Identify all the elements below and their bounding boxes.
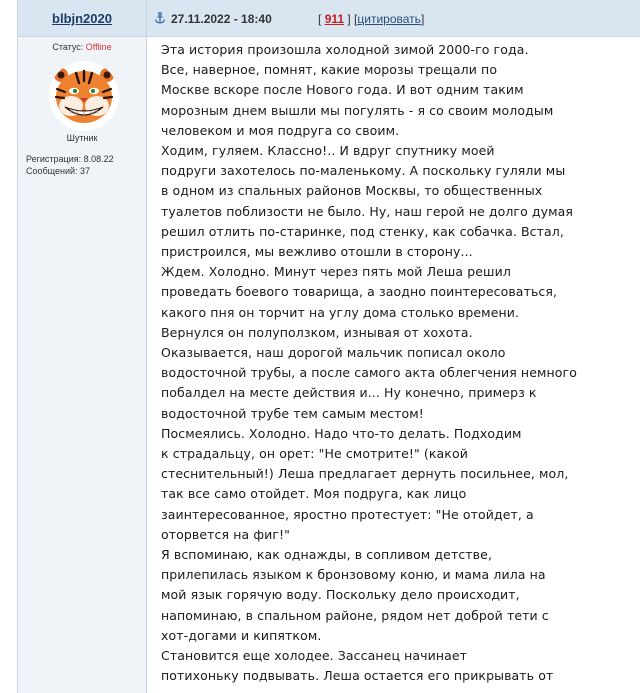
post-text-line: морозным днем вышли мы погулять - я со своим молодым [161, 102, 554, 118]
post-text-line: Оказывается, наш дорогой мальчик пописал около [161, 345, 506, 361]
post-text-line: так все само отойдет. Моя подруга, как лицо [161, 486, 467, 502]
post-text-line: какого пня он торчит на углу дома столько времени. [161, 304, 520, 320]
anchor-icon[interactable] [154, 12, 166, 24]
status-label: Статус: [52, 42, 84, 52]
post-text-line: водосточной трубы, а после самого акта облегчения немного [161, 365, 577, 381]
post-text-line: заинтересованное, яростно протестует: "Не отойдет, а [161, 506, 534, 522]
post-header [147, 0, 640, 37]
post-text-line: оторвется на фиг!" [161, 526, 290, 542]
user-sidebar [18, 37, 147, 693]
post-text-line: напоминаю, в спальном районе, рядом нет доброй тети с [161, 607, 549, 623]
post-text-line: Становится еще холодее. Зассанец начинает [161, 648, 468, 664]
user-header [18, 0, 147, 37]
post-text-line: пристроился, мы вежливо отошли в сторону... [161, 244, 473, 260]
user-status [18, 42, 146, 52]
tiger-avatar[interactable] [49, 61, 119, 131]
post-text-line: стеснительный!) Леша предлагает дернуть посильнее, мол, [161, 466, 569, 482]
post-text-line: Посмеялись. Холодно. Надо что-то делать. Подходим [161, 425, 522, 441]
post-links [318, 12, 424, 26]
post-text-line: мой язык горячую воду. Поскольку дело происходит, [161, 587, 520, 603]
forum-post [17, 0, 640, 693]
post-text-line: Эта история произошла холодной зимой 2000-го года. [161, 42, 529, 57]
post-text-line: водосточной трубе тем самым местом! [161, 405, 424, 421]
post-text-line: Все, наверное, помнят, какие морозы трещали по [161, 62, 498, 78]
bracket-open: [ [318, 12, 322, 26]
bracket-separator: ] [ [347, 12, 358, 26]
post-text-line: Ходим, гуляем. Классно!.. И вдруг спутнику моей [161, 143, 495, 159]
post-text-line: Ждем. Холодно. Минут через пять мой Леша решил [161, 264, 511, 280]
post-text-line: туалетов поблизости не было. Ну, наш герой не долго думая [161, 203, 574, 219]
post-text-line: Я вспоминаю, как однажды, в сопливом детстве, [161, 547, 493, 563]
post-text-line: Москве вскоре после Нового года. И вот одним таким [161, 82, 524, 98]
post-text-line: к страдальцу, он орет: "Не смотрите!" (какой [161, 446, 468, 462]
post-date: 27.11.2022 - 18:40 [171, 12, 272, 26]
user-rank: Шутник [66, 133, 98, 143]
post-text-line: прилепилась языком к бронзовому коню, и мама лила на [161, 567, 546, 583]
post-text-line: потихоньку подвывать. Леша остается его прикрывать от [161, 668, 554, 684]
user-registration: Регистрация: 8.08.22 [26, 154, 114, 164]
user-message-count: Сообщений: 37 [26, 166, 91, 176]
post-text-line: побалдел на месте действия и... Ну конечно, примерз к [161, 385, 537, 401]
post-text-line: проведать боевого товарища, а заодно поинтересоваться, [161, 284, 558, 300]
post-text-line: решил отлить по-старинке, под стенку, как собачка. Встал, [161, 223, 564, 239]
post-text-line: человеком и моя подруга со своим. [161, 122, 400, 138]
username-link[interactable]: blbjn2020 [52, 11, 112, 26]
post-text-line: хот-догами и кипятком. [161, 627, 322, 643]
bracket-close: ] [420, 12, 425, 26]
post-text-line: в одном из спальных районов Москвы, то общественных [161, 183, 543, 199]
quote-link[interactable]: цитировать [357, 12, 421, 26]
post-body [161, 40, 640, 687]
post-text-line: Вернулся он полуползком, изнывая от хохота. [161, 324, 473, 340]
status-offline: Offline [85, 42, 112, 52]
post-text-line: подруги захотелось по-маленькому. А поскольку гуляли мы [161, 163, 566, 179]
post-number-link[interactable]: 911 [324, 12, 345, 26]
